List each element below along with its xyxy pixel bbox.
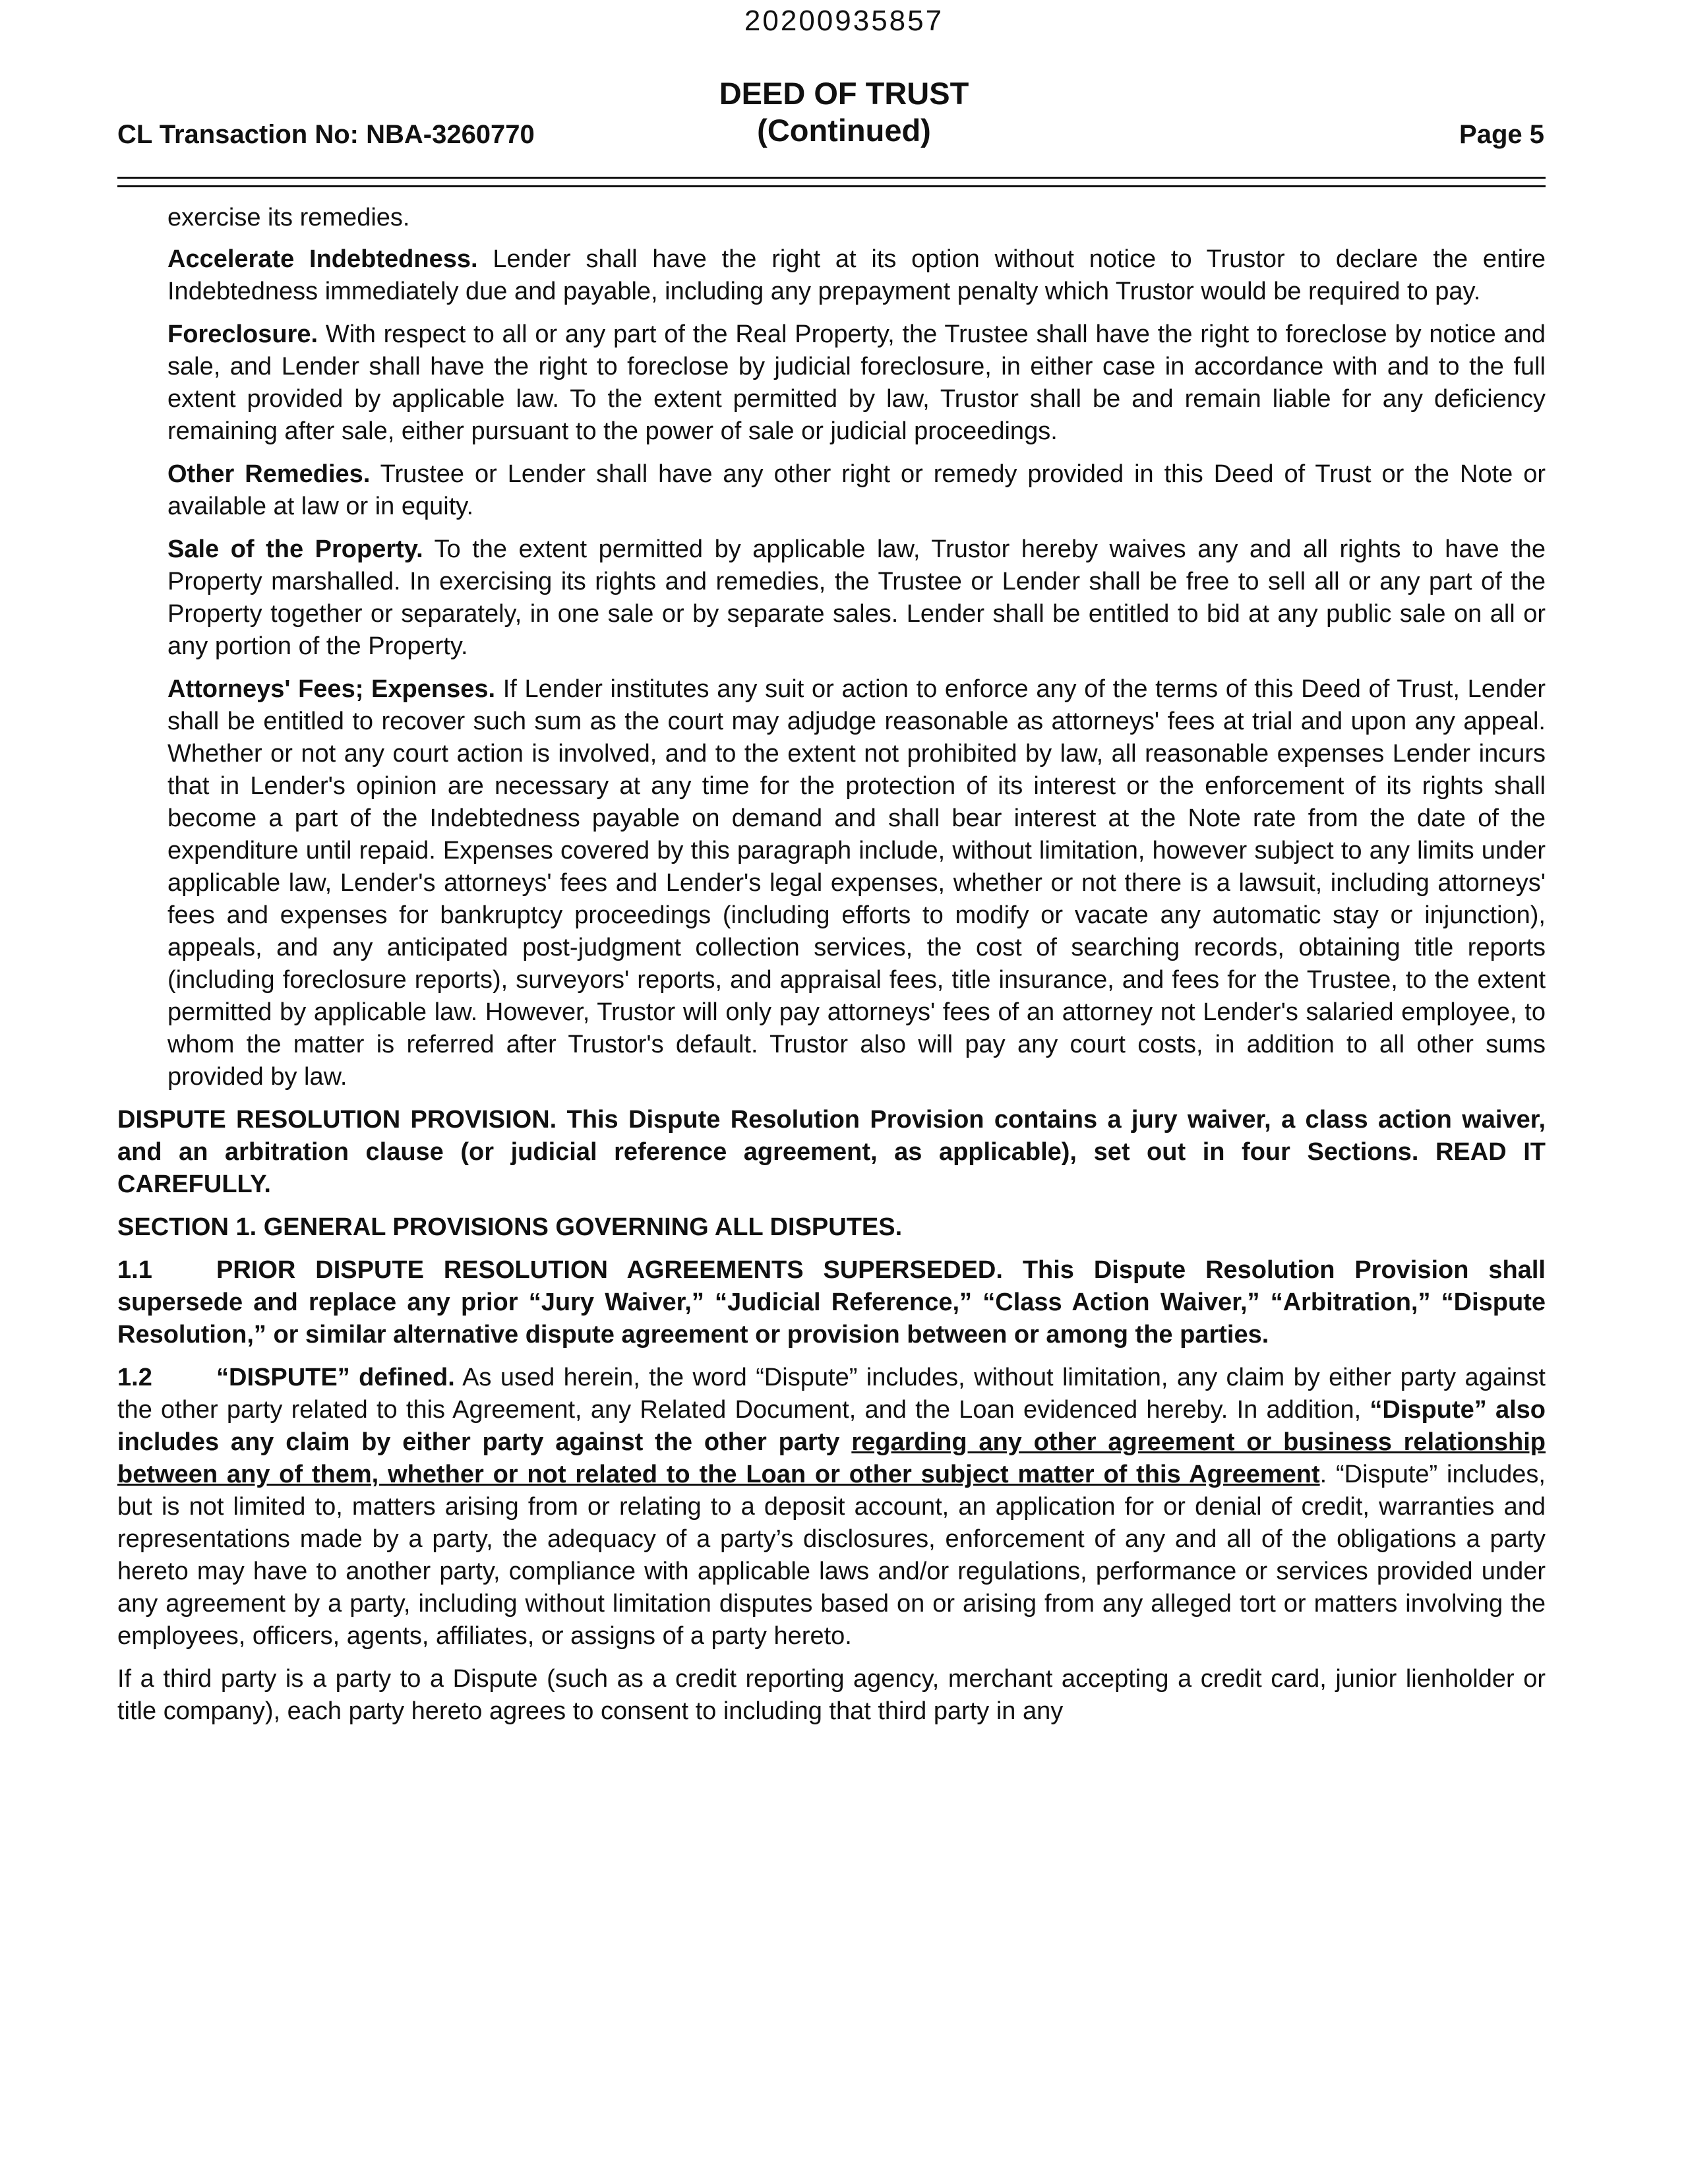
accelerate-paragraph <box>117 243 1546 308</box>
foreclosure-paragraph <box>117 318 1546 448</box>
section-1-1-number: 1.1 <box>117 1256 152 1284</box>
foreclosure-heading: Foreclosure. <box>167 320 318 348</box>
accelerate-text: Lender shall have the right at its option without notice to Trustor to declare the entire Indebtedness immediately due and payable, including any prepayment penalty which Trustor would be required to pay. <box>167 245 1546 305</box>
document-number: 20200935857 <box>744 5 944 37</box>
section-1-2-text-a: As used herein, the word “Dispute” includes, without limitation, any claim by either party against the other party related to this Agreement, any Related Document, and the Loan evidenced hereby. In addition, <box>117 1364 1546 1424</box>
transaction-number: CL Transaction No: NBA-3260770 <box>117 120 535 149</box>
section-1-2-bold-text: “Dispute” also includes any claim by either party against the other party <box>117 1396 1546 1456</box>
document-title: DEED OF TRUST <box>719 76 969 111</box>
attorneys-paragraph <box>117 673 1546 1093</box>
section-1-2-number: 1.2 <box>117 1364 152 1391</box>
header-rule-top <box>117 177 1546 179</box>
page-number: Page 5 <box>1459 120 1544 149</box>
accelerate-heading: Accelerate Indebtedness. <box>167 245 478 273</box>
section-1-1-paragraph <box>117 1254 1546 1351</box>
section-1-2-paragraph <box>117 1362 1546 1653</box>
sale-heading: Sale of the Property. <box>167 535 423 563</box>
other-remedies-heading: Other Remedies. <box>167 460 371 488</box>
other-remedies-text: Trustee or Lender shall have any other right or remedy provided in this Deed of Trust or the Note or available at law or in equity. <box>167 460 1546 520</box>
third-party-paragraph: If a third party is a party to a Dispute (such as a credit reporting agency, merchant accepting a credit card, junior lienholder or title company), each party hereto agrees to consent to including that third party in any <box>117 1665 1546 1725</box>
attorneys-text: If Lender institutes any suit or action to enforce any of the terms of this Deed of Trust, Lender shall be entitled to recover such sum as the court may adjudge reasonable as attorneys' fees at trial and upon any appeal. Whether or not any court action is involved, and to the extent not prohibited by law, all reasonable expenses Lender incurs that in Lender's opinion are necessary at any time for the protection of its interest or the enforcement of its rights shall become a part of the Indebtedness payable on demand and shall bear interest at the Note rate from the date of the expenditure until repaid. Expenses covered by this paragraph include, without limitation, however subject to any limits under applicable law, Lender's attorneys' fees and Lender's legal expenses, whether or not there is a lawsuit, including attorneys' fees and expenses for bankruptcy proceedings (including efforts to modify or vacate any automatic stay or injunction), appeals, and any anticipated post-judgment collection services, the cost of searching records, obtaining title reports (including foreclosure reports), surveyors' reports, and appraisal fees, title insurance, and fees for the Trustee, to the extent permitted by applicable law. However, Trustor will only pay attorneys' fees of an attorney not Lender's salaried employee, to whom the matter is referred after Trustor's default. Trustor also will pay any court costs, in addition to all other sums provided by law. <box>167 675 1546 1091</box>
intro-paragraph: exercise its remedies. <box>167 204 410 231</box>
foreclosure-text: With respect to all or any part of the Real Property, the Trustee shall have the right to foreclose by notice and sale, and Lender shall have the right to foreclose by judicial foreclosure, in either case in accordance with and to the full extent provided by applicable law. To the extent permitted by law, Trustor shall be and remain liable for any deficiency remaining after sale, either pursuant to the power of sale or judicial proceedings. <box>167 320 1546 445</box>
attorneys-heading: Attorneys' Fees; Expenses. <box>167 675 496 703</box>
section-1-2-underlined-text: regarding any other agreement or business relationship between any of them, whether or not related to the Loan or other subject matter of this Agreement <box>117 1428 1546 1488</box>
sale-text: To the extent permitted by applicable law, Trustor hereby waives any and all rights to have the Property marshalled. In exercising its rights and remedies, the Trustee or Lender shall be free to sell all or any part of the Property together or separately, in one sale or by separate sales. Lender shall be entitled to bid at any public sale on all or any portion of the Property. <box>167 535 1546 660</box>
header-rule-bottom <box>117 185 1546 187</box>
document-body <box>117 202 1546 1738</box>
section-1-2-heading: “DISPUTE” defined. <box>216 1364 455 1391</box>
dispute-resolution-paragraph: DISPUTE RESOLUTION PROVISION. This Dispute Resolution Provision contains a jury waiver, a class action waiver, and an arbitration clause (or judicial reference agreement, as applicable), set out in four Sections. READ IT CAREFULLY. <box>117 1106 1546 1198</box>
section-1-heading: SECTION 1. GENERAL PROVISIONS GOVERNING ALL DISPUTES. <box>117 1213 903 1241</box>
other-remedies-paragraph <box>117 458 1546 523</box>
section-1-2-text-b: . “Dispute” includes, but is not limited to, matters arising from or relating to a deposit account, an application for or denial of credit, warranties and representations made by a party, the adequacy of a party’s disclosures, enforcement of any and all of the obligations a party hereto may have to another party, compliance with applicable laws and/or regulations, performance or services provided under any agreement by a party, including without limitation disputes based on or arising from any alleged tort or matters involving the employees, officers, agents, affiliates, or assigns of a party hereto. <box>117 1461 1546 1650</box>
sale-paragraph <box>117 533 1546 663</box>
document-subtitle: (Continued) <box>757 113 931 148</box>
section-1-1-text: PRIOR DISPUTE RESOLUTION AGREEMENTS SUPERSEDED. This Dispute Resolution Provision shall supersede and replace any prior “Jury Waiver,” “Judicial Reference,” “Class Action Waiver,” “Arbitration,” “Dispute Resolution,” or similar alternative dispute agreement or provision between or among the parties. <box>117 1256 1546 1349</box>
